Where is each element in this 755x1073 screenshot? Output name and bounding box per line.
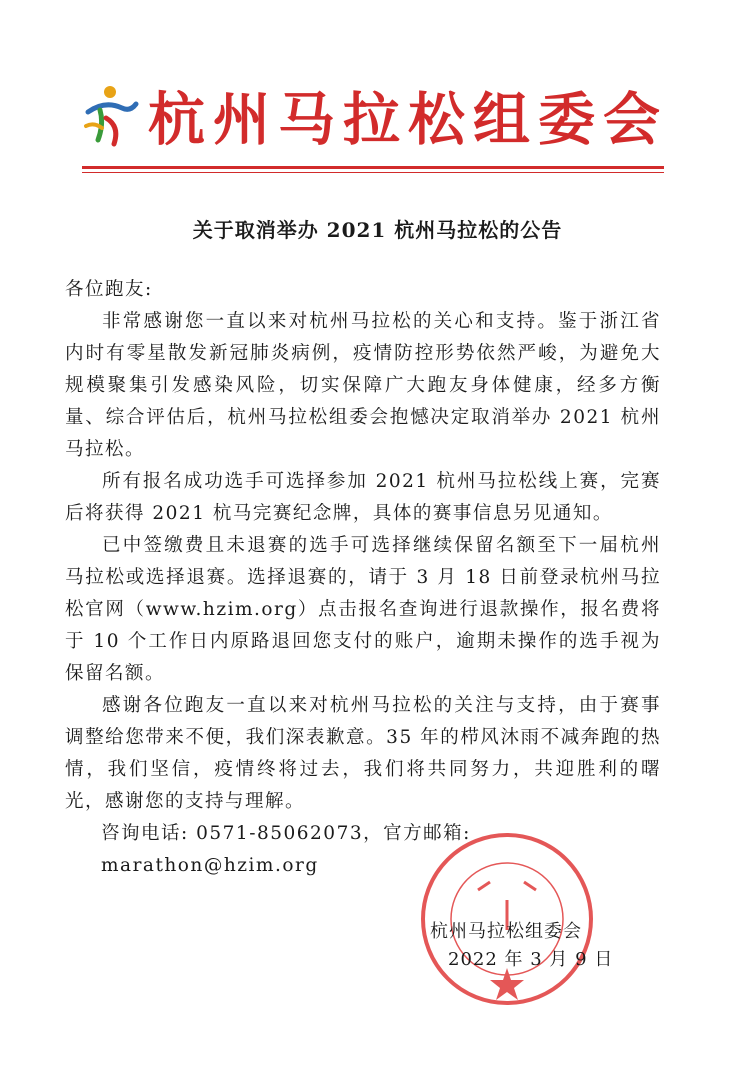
letterhead	[70, 80, 690, 160]
signature-org: 杭州马拉松组委会	[430, 921, 582, 942]
org-name: 杭州马拉松组委会	[148, 86, 668, 153]
contact-line: 咨询电话: 0571-85062073，官方邮箱: marathon@hzim.org	[101, 823, 471, 876]
paragraph: 所有报名成功选手可选择参加 2021 杭州马拉松线上赛，完赛后将获得 2021 杭马完赛纪念牌，具体的赛事信息另见通知。	[65, 471, 661, 524]
paragraph: 非常感谢您一直以来对杭州马拉松的关心和支持。鉴于浙江省内时有零星散发新冠肺炎病例，疫情防控形势依然严峻，为避免大规模聚集引发感染风险，切实保障广大跑友身体健康，经多方衡量、综合评估后，杭州马拉松组委会抱憾决定取消举办 2021 杭州马拉松。	[65, 311, 661, 460]
notice-title: 关于取消举办 2021 杭州马拉松的公告	[192, 218, 563, 242]
notice-body	[65, 274, 661, 882]
signature-date: 2022 年 3 月 9 日	[448, 949, 614, 970]
header-rule-thin	[82, 172, 664, 173]
signature-block	[430, 918, 613, 974]
running-figure-logo-icon	[80, 82, 140, 152]
header-rule	[82, 166, 664, 169]
paragraph: 感谢各位跑友一直以来对杭州马拉松的关注与支持，由于赛事调整给您带来不便，我们深表歉意。35 年的栉风沐雨不减奔跑的热情，我们坚信，疫情终将过去，我们将共同努力，共迎胜利的曙光，感谢您的支持与理解。	[65, 695, 661, 812]
salutation: 各位跑友:	[65, 279, 153, 300]
paragraph: 已中签缴费且未退赛的选手可选择继续保留名额至下一届杭州马拉松或选择退赛。选择退赛的，请于 3 月 18 日前登录杭州马拉松官网（www.hzim.org）点击报名查询进行退款操作，报名费将于 10 个工作日内原路退回您支付的账户，逾期未操作的选手视为保留名额。	[65, 535, 661, 684]
